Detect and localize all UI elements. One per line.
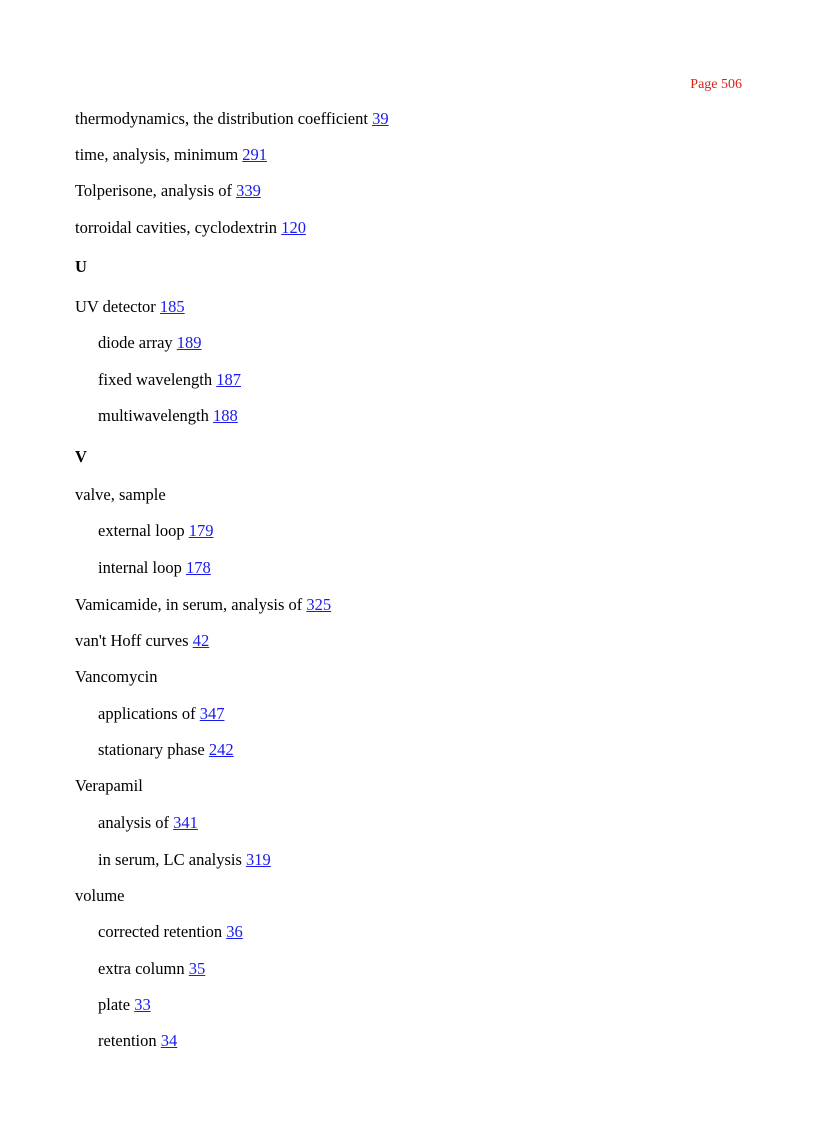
entry-term: UV detector <box>75 297 156 316</box>
index-entry <box>75 776 143 796</box>
entry-term: thermodynamics, the distribution coefficient <box>75 109 368 128</box>
page-link[interactable]: 341 <box>173 813 198 832</box>
page-number: Page 506 <box>690 77 742 92</box>
page-link[interactable]: 325 <box>306 595 332 614</box>
entry-term: multiwavelength <box>98 406 209 425</box>
index-subentry <box>98 521 213 541</box>
index-subentry <box>98 813 198 833</box>
page-link[interactable]: 34 <box>160 1031 178 1050</box>
page-link[interactable]: 179 <box>188 521 214 540</box>
page-link[interactable]: 347 <box>199 704 225 723</box>
index-subentry <box>98 406 238 426</box>
index-subentry <box>98 558 211 578</box>
page-link[interactable]: 339 <box>236 181 261 200</box>
entry-term: diode array <box>98 333 173 352</box>
page-link[interactable]: 120 <box>281 218 306 237</box>
entry-term: time, analysis, minimum <box>75 145 239 164</box>
index-subentry <box>98 922 243 942</box>
entry-term: fixed wavelength <box>98 370 213 389</box>
index-entry <box>75 631 209 651</box>
entry-term: Vancomycin <box>75 667 158 686</box>
index-entry <box>75 218 306 238</box>
entry-term: retention <box>98 1031 157 1050</box>
entry-term: analysis of <box>98 813 170 832</box>
index-entry <box>75 485 166 505</box>
entry-term: Verapamil <box>75 776 143 795</box>
page-link[interactable]: 35 <box>188 959 206 978</box>
index-subentry <box>98 333 202 353</box>
page-link[interactable]: 33 <box>134 995 151 1014</box>
index-subentry <box>98 959 205 979</box>
index-subentry <box>98 850 271 870</box>
index-entry <box>75 109 389 129</box>
index-entry <box>75 297 185 317</box>
entry-term: extra column <box>98 959 185 978</box>
index-letter-heading: U <box>75 257 87 276</box>
index-entry <box>75 886 125 906</box>
entry-term: internal loop <box>98 558 182 577</box>
page-link[interactable]: 187 <box>216 370 241 389</box>
entry-term: plate <box>98 995 131 1014</box>
index-subentry <box>98 995 151 1015</box>
entry-term: Vamicamide, in serum, analysis of <box>75 595 303 614</box>
page-link[interactable]: 185 <box>159 297 185 316</box>
entry-term: volume <box>75 886 125 905</box>
entry-term: valve, sample <box>75 485 166 504</box>
index-subentry <box>98 704 224 724</box>
page-link[interactable]: 319 <box>246 850 271 869</box>
index-subentry <box>98 370 241 390</box>
index-entry <box>75 181 261 201</box>
index-entry <box>75 145 267 165</box>
index-entry <box>75 667 157 687</box>
entry-term: stationary phase <box>98 740 205 759</box>
index-letter-heading: V <box>75 447 87 466</box>
page-link[interactable]: 188 <box>213 406 238 425</box>
index-subentry <box>98 1031 177 1051</box>
page-link[interactable]: 242 <box>208 740 234 759</box>
page-link[interactable]: 39 <box>372 109 389 128</box>
entry-term: Tolperisone, analysis of <box>75 181 232 200</box>
entry-term: in serum, LC analysis <box>98 850 242 869</box>
entry-term: corrected retention <box>98 922 223 941</box>
index-subentry <box>98 740 234 760</box>
page-link[interactable]: 291 <box>242 145 268 164</box>
page-link[interactable]: 189 <box>176 333 202 352</box>
page-link[interactable]: 36 <box>226 922 243 941</box>
entry-term: external loop <box>98 521 185 540</box>
page-link[interactable]: 178 <box>185 558 211 577</box>
entry-term: torroidal cavities, cyclodextrin <box>75 218 278 237</box>
entry-term: applications of <box>98 704 196 723</box>
entry-term: van't Hoff curves <box>75 631 189 650</box>
index-entry <box>75 595 331 615</box>
page-link[interactable]: 42 <box>192 631 210 650</box>
